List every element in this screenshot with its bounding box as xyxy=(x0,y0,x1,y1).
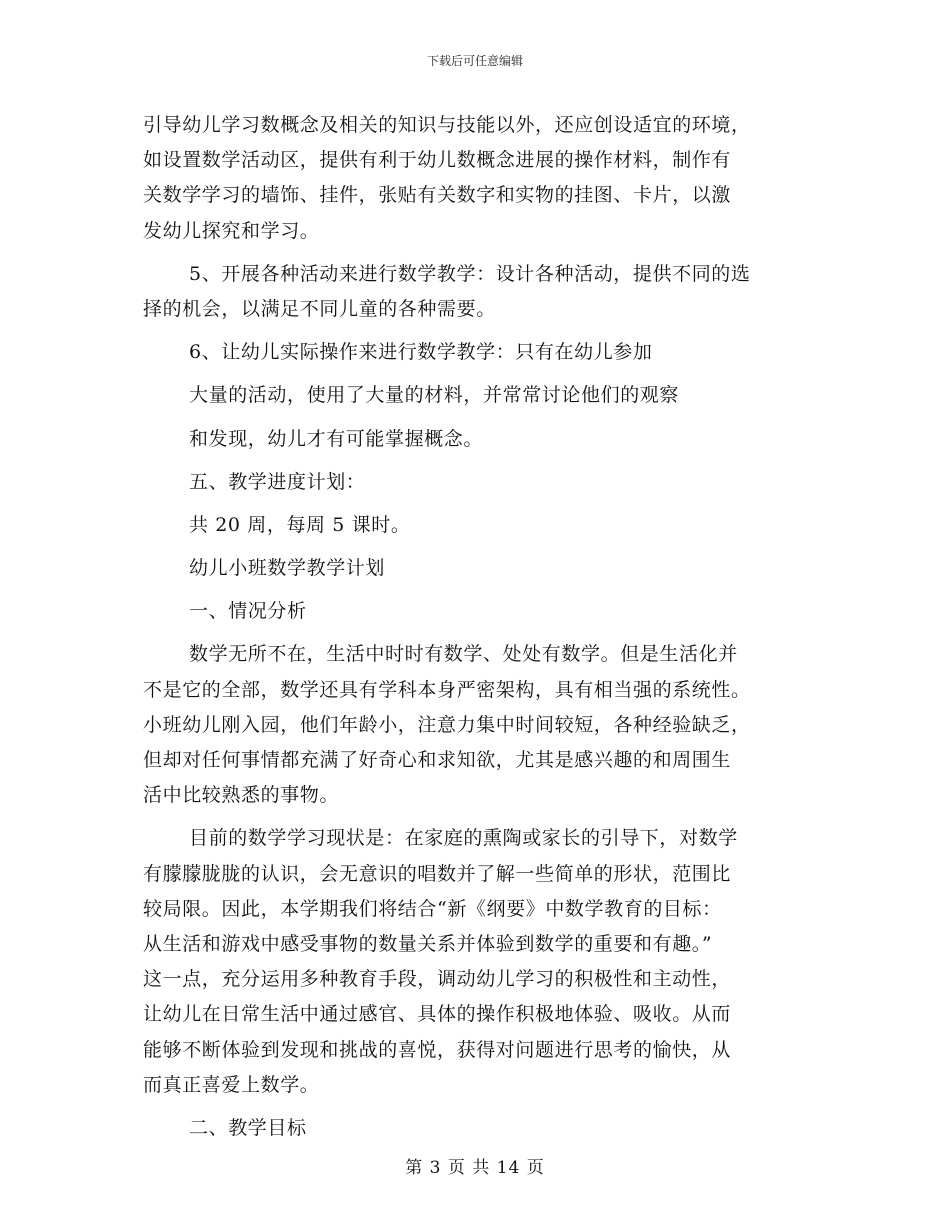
text-line: 从生活和游戏中感受事物的数量关系并体验到数学的重要和有趣。” xyxy=(143,932,713,955)
text-line: 小班幼儿刚入园，他们年龄小，注意力集中时间较短，各种经验缺乏， xyxy=(143,713,751,736)
document-title: 幼儿小班数学教学计划 xyxy=(189,557,386,580)
text-line: 6、让幼儿实际操作来进行数学教学：只有在幼儿参加 xyxy=(189,341,653,364)
body-text xyxy=(143,108,813,1146)
text-line: 引导幼儿学习数概念及相关的知识与技能以外，还应创设适宜的环境， xyxy=(143,114,751,136)
text-line: 有朦朦胧胧的认识，会无意识的唱数并了解一些简单的形状，范围比 xyxy=(143,862,732,885)
text-line: 能够不断体验到发现和挑战的喜悦，获得对问题进行思考的愉快，从 xyxy=(143,1038,732,1061)
text-line: 而真正喜爱上数学。 xyxy=(143,1073,320,1096)
text-line: 共 20 周，每周 5 课时。 xyxy=(189,513,411,536)
text-line: 数学无所不在，生活中时时有数学、处处有数学。但是生活化并 xyxy=(189,643,738,666)
text-line: 但却对任何事情都充满了好奇心和求知欲，尤其是感兴趣的和周围生 xyxy=(143,749,732,771)
text-line: 这一点，充分运用多种教育手段，调动幼儿学习的积极性和主动性， xyxy=(143,968,732,991)
text-line: 发幼儿探究和学习。 xyxy=(143,219,320,242)
text-line: 大量的活动，使用了大量的材料，并常常讨论他们的观察 xyxy=(189,384,680,407)
text-line: 5、开展各种活动来进行数学教学：设计各种活动，提供不同的选 xyxy=(189,262,751,285)
text-line: 活中比较熟悉的事物。 xyxy=(143,784,340,807)
page-footer: 第 3 页 共 14 页 xyxy=(405,1158,545,1178)
text-line: 如设置数学活动区，提供有利于幼儿数概念进展的操作材料，制作有 xyxy=(143,149,732,172)
text-line: 让幼儿在日常生活中通过感官、具体的操作积极地体验、吸收。从而 xyxy=(143,1003,732,1026)
text-line: 较局限。因此，本学期我们将结合“新《纲要》中数学教育的目标： xyxy=(143,897,722,920)
text-line: 择的机会，以满足不同儿童的各种需要。 xyxy=(143,297,496,320)
text-line: 和发现，幼儿才有可能掌握概念。 xyxy=(189,427,484,450)
section-heading: 一、情况分析 xyxy=(189,600,307,623)
section-heading: 二、教学目标 xyxy=(189,1116,307,1139)
section-heading: 五、教学进度计划： xyxy=(189,470,366,493)
text-line: 目前的数学学习现状是：在家庭的熏陶或家长的引导下，对数学 xyxy=(189,827,738,850)
text-line: 关数学学习的墙饰、挂件，张贴有关数字和实物的挂图、卡片，以激 xyxy=(143,184,732,207)
text-line: 不是它的全部，数学还具有学科本身严密架构，具有相当强的系统性。 xyxy=(143,678,751,701)
page-header: 下载后可任意编辑 xyxy=(426,54,523,68)
